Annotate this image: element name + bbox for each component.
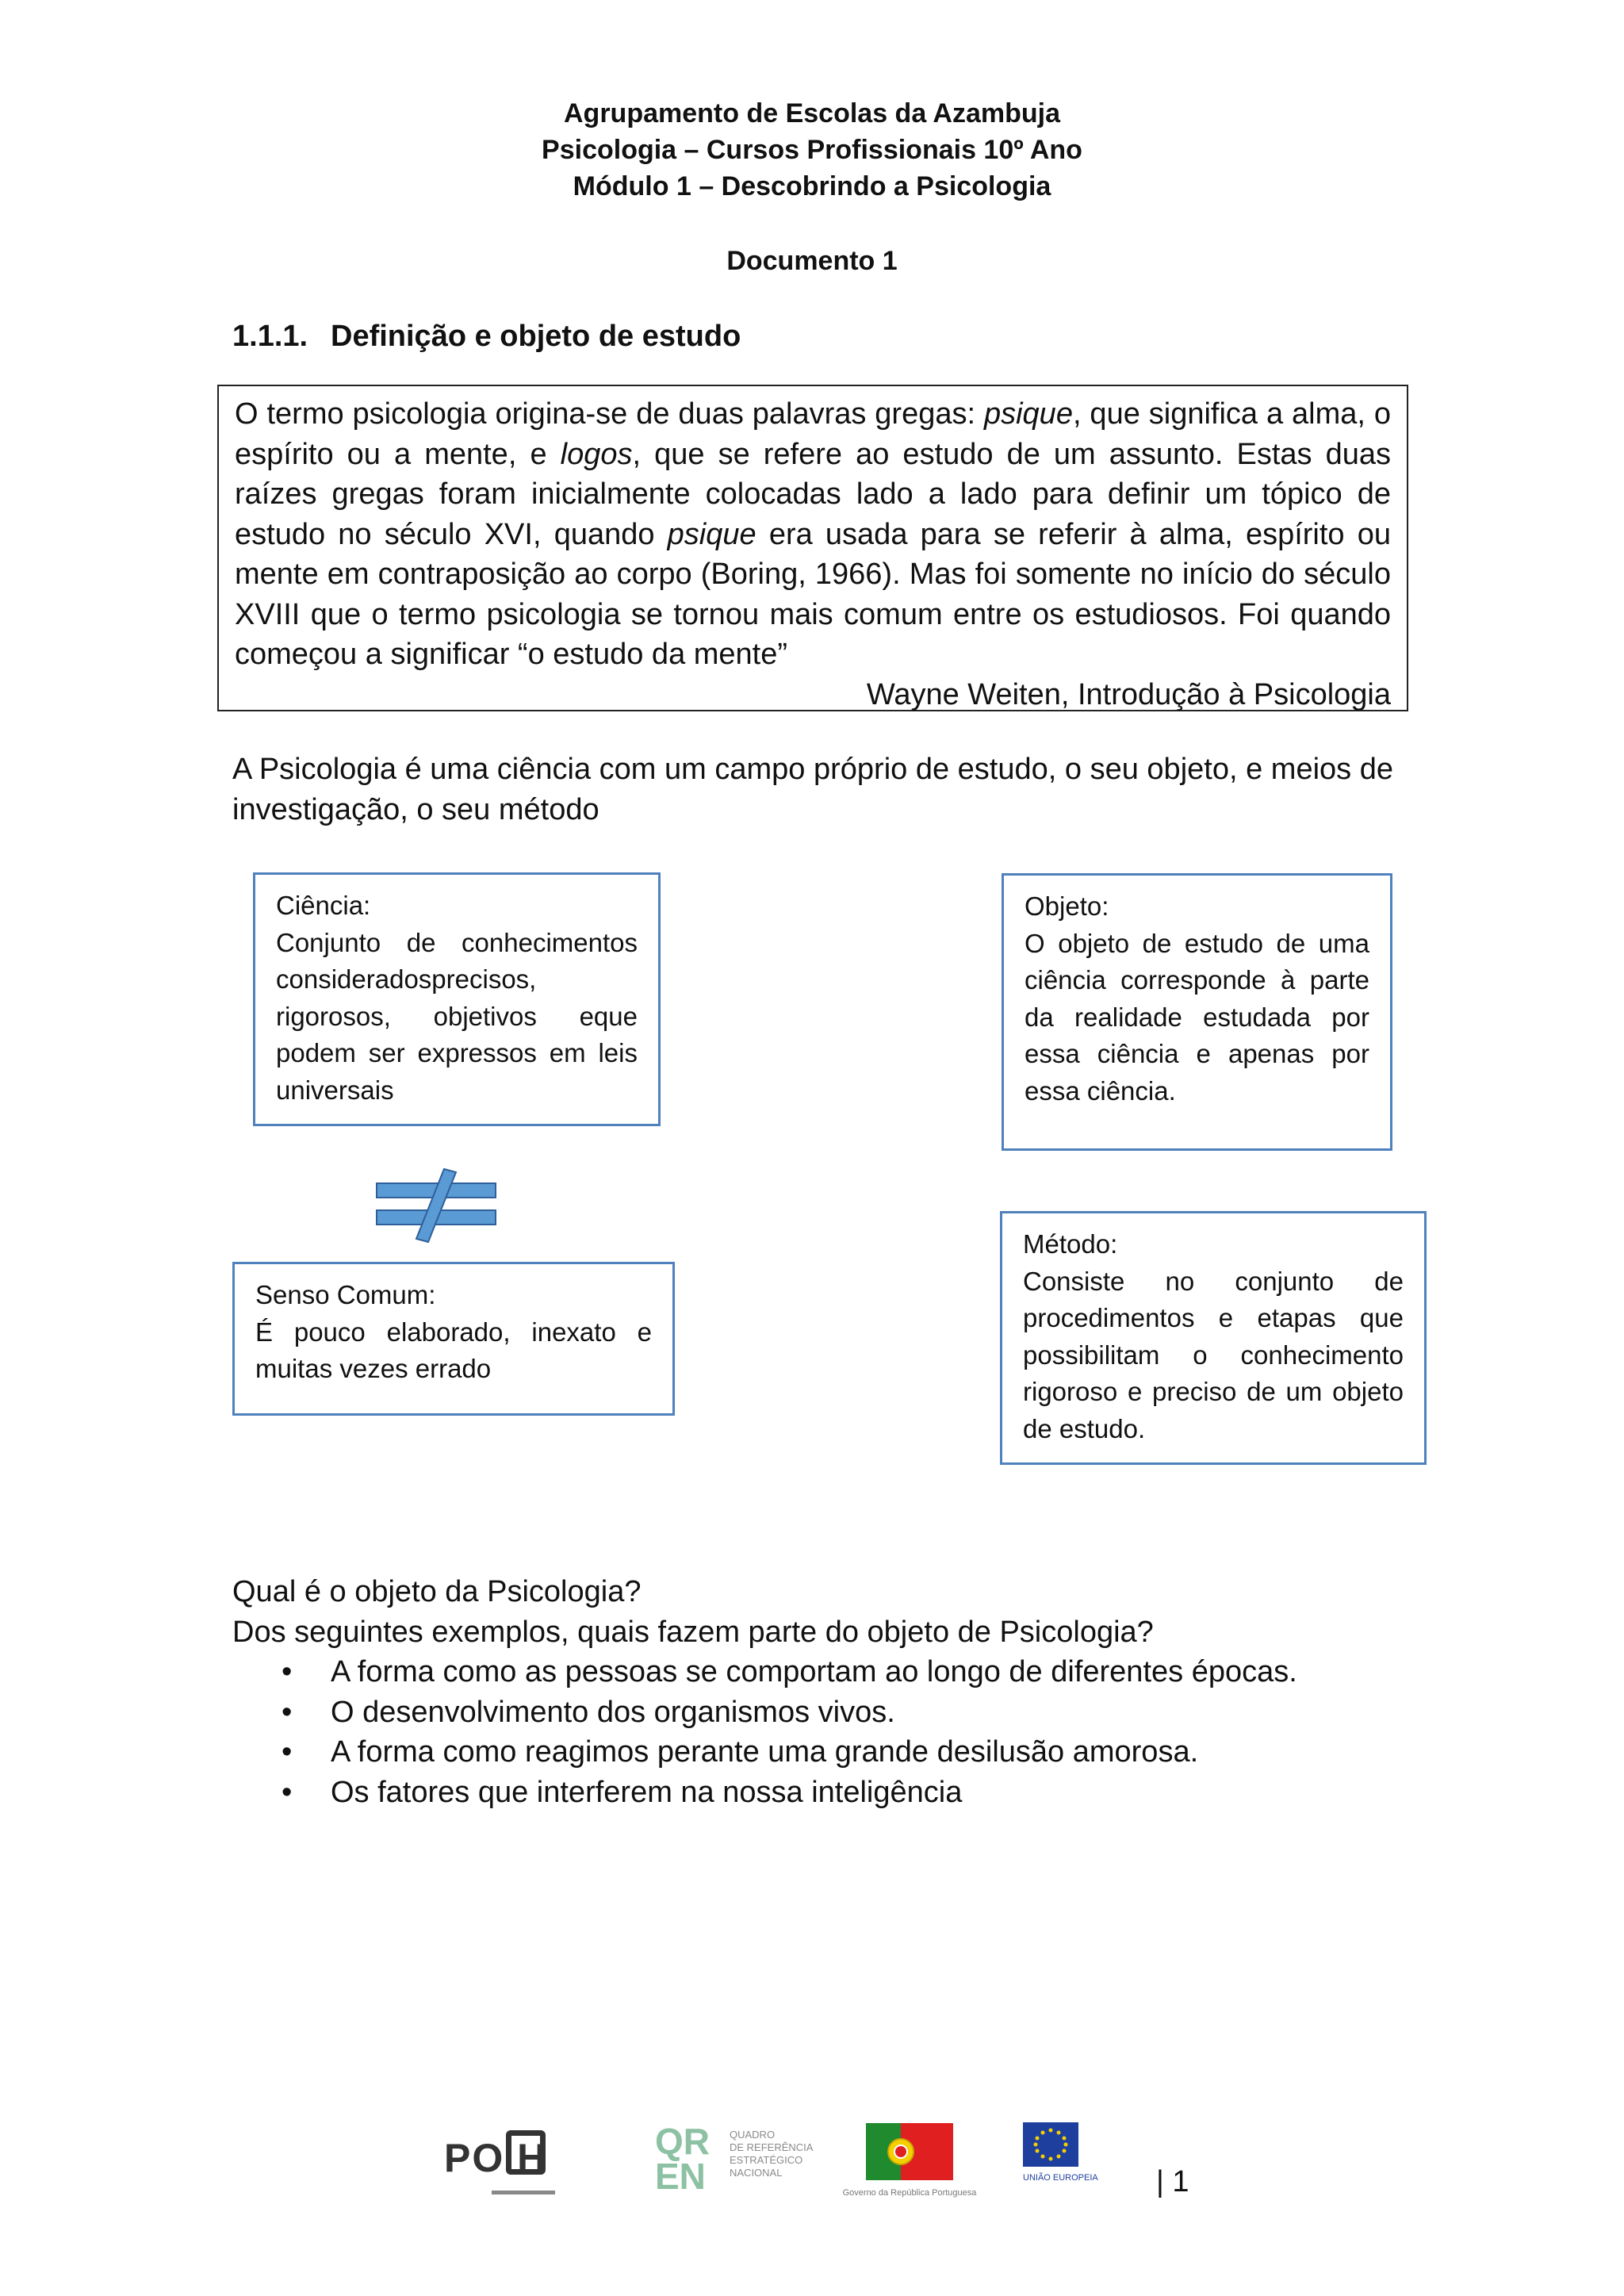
concept-text: O objeto de estudo de uma ciência corresponde à parte da realidade estudada por essa ciência e apenas por essa ciência. bbox=[1025, 928, 1369, 1106]
concept-box-ciencia bbox=[253, 872, 661, 1126]
concept-box-senso-comum bbox=[232, 1262, 675, 1416]
course-title: Psicologia – Cursos Profissionais 10º Ano bbox=[542, 135, 1082, 165]
section-number: 1.1.1. bbox=[232, 320, 308, 353]
portugal-flag-logo: Governo da República Portuguesa bbox=[834, 2123, 985, 2202]
concept-text: Conjunto de conhecimentos consideradosprecisos, rigorosos, objetivos eque podem ser expressos em leis universais bbox=[276, 927, 638, 1105]
document-title: Documento 1 bbox=[726, 246, 898, 276]
concept-box-metodo bbox=[1000, 1211, 1427, 1465]
concept-label: Método: bbox=[1023, 1229, 1118, 1259]
module-title: Módulo 1 – Descobrindo a Psicologia bbox=[573, 171, 1051, 201]
concept-label: Ciência: bbox=[276, 891, 371, 920]
qren-logo: QR EN QUADRO DE REFERÊNCIA ESTRATÉGICO NACIONAL bbox=[655, 2121, 814, 2197]
bullet-icon: • bbox=[282, 1775, 293, 1809]
section-title: Definição e objeto de estudo bbox=[331, 320, 741, 353]
bullet-icon: • bbox=[282, 1655, 293, 1688]
bullet-icon: • bbox=[282, 1695, 293, 1729]
intro-paragraph: A Psicologia é uma ciência com um campo próprio de estudo, o seu objeto, e meios de investigação, o seu método bbox=[232, 753, 1393, 826]
concept-box-objeto bbox=[1002, 873, 1392, 1151]
questions-section bbox=[232, 1572, 1422, 1812]
bullet-icon: • bbox=[282, 1735, 293, 1769]
examples-list bbox=[232, 1652, 1422, 1812]
concept-label: Senso Comum: bbox=[255, 1280, 436, 1309]
quote-text: O termo psicologia origina-se de duas palavras gregas: psique, que significa a alma, o espírito ou a mente, e logos, que se refere ao estudo de um assunto. Estas duas raízes gregas foram inicialmente colocadas lado a lado para definir um tópico de estudo no século XVI, quando psique era usada para se referir à alma, espírito ou mente em contraposição ao corpo (Boring, 1966). Mas foi somente no início do século XVIII que o termo psicologia se tornou mais comum entre os estudiosos. Foi quando começou a significar “o estudo da mente” bbox=[235, 397, 1391, 671]
concept-label: Objeto: bbox=[1025, 891, 1109, 921]
school-name: Agrupamento de Escolas da Azambuja bbox=[564, 98, 1060, 128]
list-item: • A forma como reagimos perante uma grande desilusão amorosa. bbox=[232, 1732, 1422, 1773]
quote-source: Wayne Weiten, Introdução à Psicologia bbox=[866, 677, 1391, 711]
not-equal-icon bbox=[373, 1166, 500, 1245]
eu-flag-logo: UNIÃO EUROPEIA bbox=[1023, 2122, 1118, 2202]
question-1: Qual é o objeto da Psicologia? bbox=[232, 1575, 642, 1608]
definition-quote-box bbox=[217, 385, 1408, 711]
concept-text: Consiste no conjunto de procedimentos e etapas que possibilitam o conhecimento rigoroso e preciso de um objeto de estudo. bbox=[1023, 1266, 1404, 1443]
concept-text: É pouco elaborado, inexato e muitas vezes errado bbox=[255, 1317, 652, 1383]
question-2: Dos seguintes exemplos, quais fazem parte do objeto de Psicologia? bbox=[232, 1615, 1154, 1649]
page-number: | 1 bbox=[1156, 2165, 1189, 2198]
list-item: • A forma como as pessoas se comportam ao longo de diferentes épocas. bbox=[232, 1652, 1422, 1692]
list-item: • O desenvolvimento dos organismos vivos. bbox=[232, 1692, 1422, 1733]
poph-logo: PO H bbox=[444, 2125, 615, 2201]
list-item: • Os fatores que interferem na nossa inteligência bbox=[232, 1773, 1422, 1813]
